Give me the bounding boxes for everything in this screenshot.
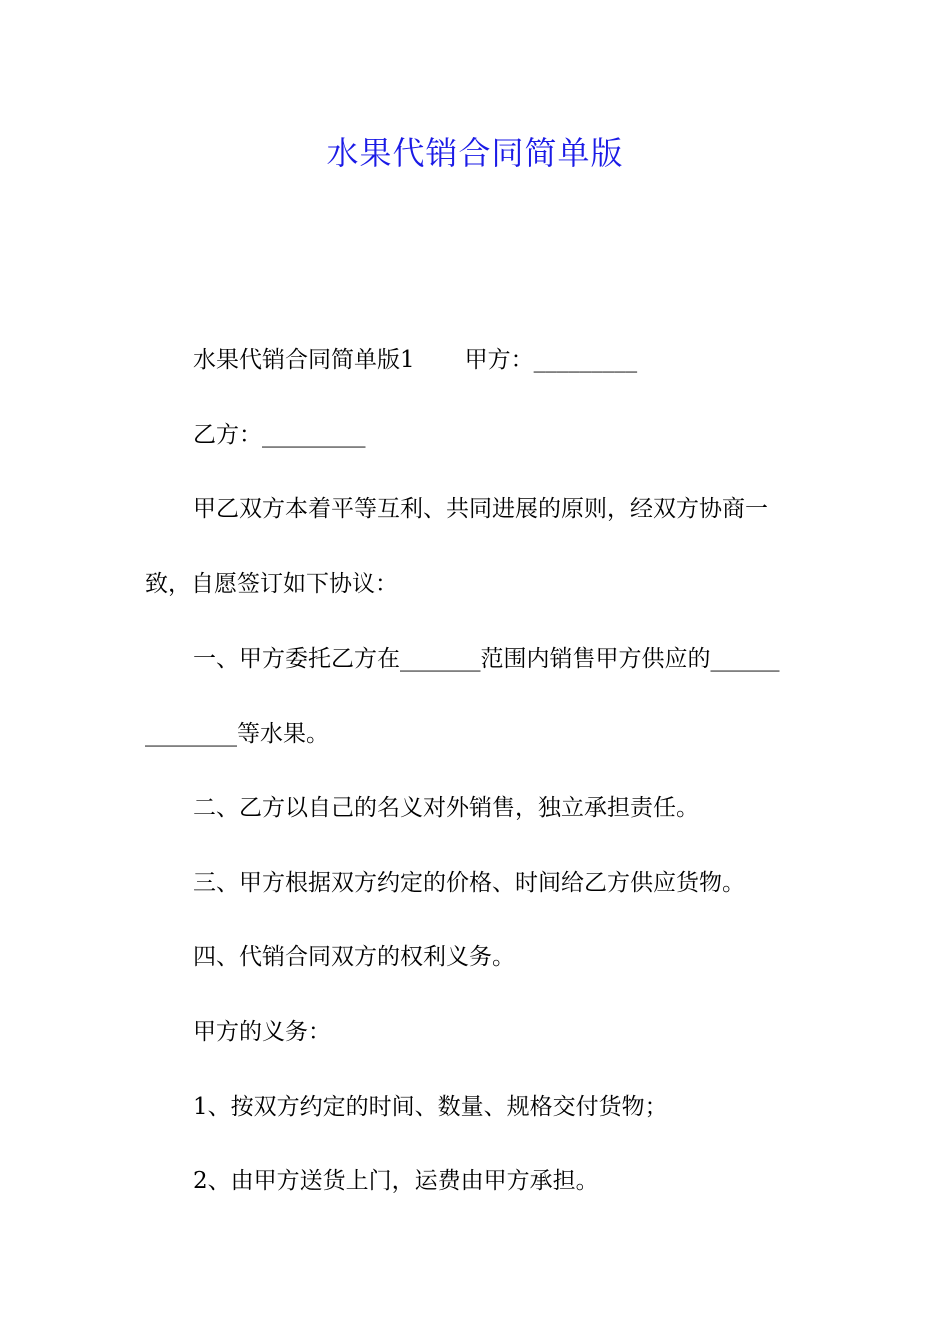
- paragraph-line: 甲方的义务：: [193, 1019, 331, 1045]
- party-a-field: 甲方：_________: [464, 347, 638, 373]
- paragraph-line: 1、按双方约定的时间、数量、规格交付货物；: [193, 1094, 668, 1120]
- paragraph-line: 三、甲方根据双方约定的价格、时间给乙方供应货物。: [193, 870, 745, 896]
- party-b-field: 乙方：_________: [193, 422, 366, 448]
- paragraph-heading-line: [145, 340, 810, 380]
- paragraph-line: 2、由甲方送货上门，运费由甲方承担。: [193, 1168, 599, 1194]
- document-title: 水果代销合同简单版: [326, 134, 624, 172]
- paragraph-line: 一、甲方委托乙方在_______范围内销售甲方供应的______: [193, 646, 780, 672]
- subtitle-text: 水果代销合同简单版1: [193, 347, 415, 373]
- paragraph-line: 致，自愿签订如下协议：: [145, 571, 398, 597]
- paragraph-line: 甲乙双方本着平等互利、共同进展的原则，经双方协商一: [193, 496, 768, 522]
- paragraph-line: ________等水果。: [145, 721, 329, 747]
- paragraph-line: 四、代销合同双方的权利义务。: [193, 944, 515, 970]
- paragraph-line: 二、乙方以自己的名义对外销售，独立承担责任。: [193, 795, 699, 821]
